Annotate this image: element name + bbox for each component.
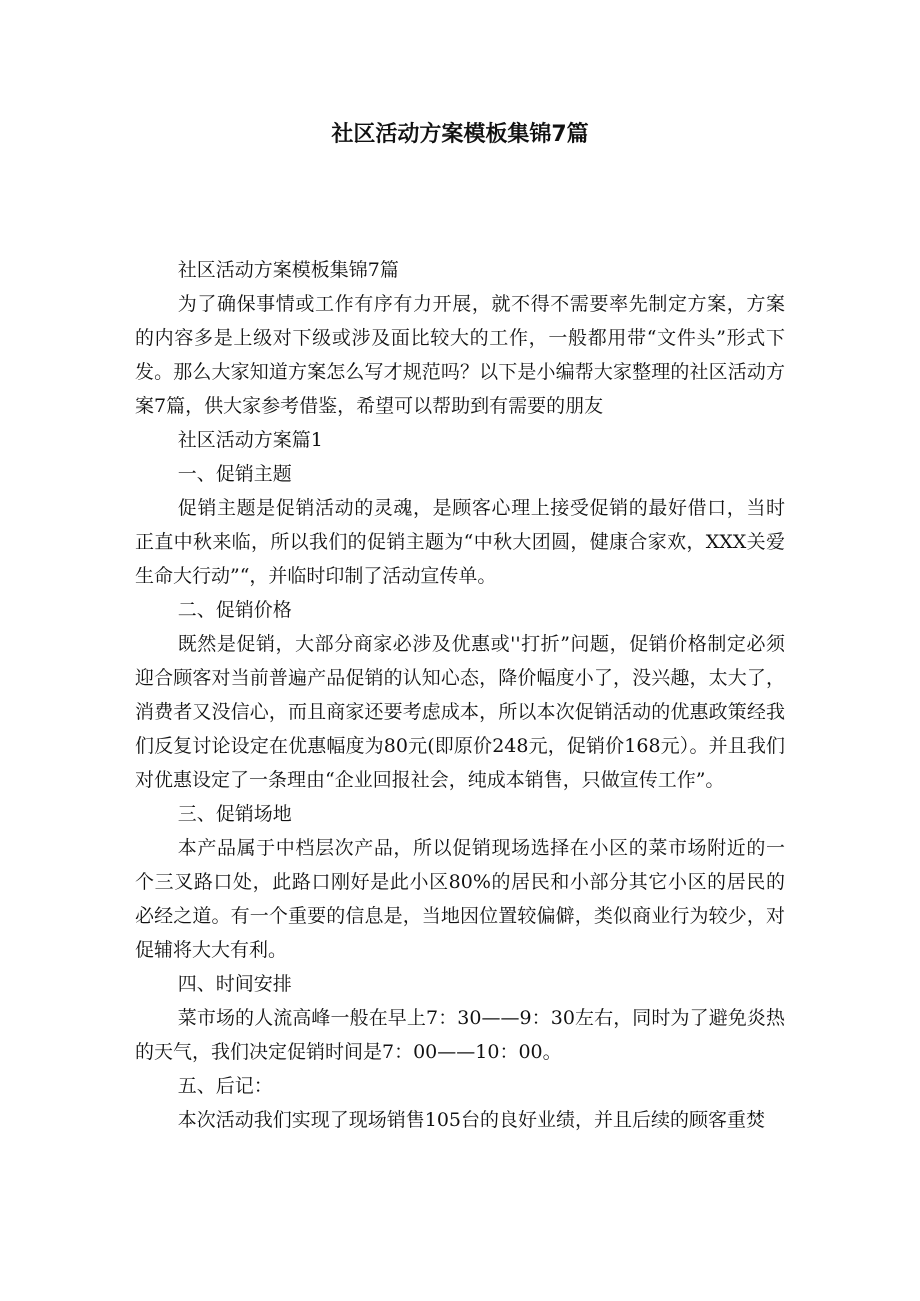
- heading-promotion-theme: 一、促销主题: [177, 463, 292, 485]
- paragraph-promotion-price: 既然是促销，大部分商家必涉及优惠或''打折”问题，促销价格制定必须迎合顾客对当前普遍产品促销的认知心态，降价幅度小了，没兴趣，太大了，消费者又没信心，而且商家还要考虑成本，所以本次促销活动的优惠政策经我们反复讨论设定在优惠幅度为80元(即原价248元，促销价168元）。并且我们对优惠设定了一条理由“企业回报社会，纯成本销售，只做宣传工作”。: [135, 633, 785, 791]
- heading-promotion-venue: 三、促销场地: [177, 803, 292, 825]
- document-body: [135, 253, 785, 1137]
- section-heading-plan-1: 社区活动方案篇1: [177, 429, 323, 451]
- paragraph-promotion-venue: 本产品属于中档层次产品，所以促销现场选择在小区的菜市场附近的一个三叉路口处，此路口刚好是此小区80%的居民和小部分其它小区的居民的必经之道。有一个重要的信息是，当地因位置较偏僻，类似商业行为较少，对促辅将大大有利。: [135, 837, 785, 961]
- paragraph-time-schedule: 菜市场的人流高峰一般在早上7：30——9：30左右，同时为了避免炎热的天气，我们决定促销时间是7：00——10：00。: [135, 1007, 785, 1063]
- heading-promotion-price: 二、促销价格: [177, 599, 292, 621]
- paragraph-intro-title: 社区活动方案模板集锦7篇: [177, 259, 399, 281]
- paragraph-postscript: 本次活动我们实现了现场销售105台的良好业绩，并且后续的顾客重焚: [177, 1109, 766, 1131]
- heading-time-schedule: 四、时间安排: [177, 973, 292, 995]
- paragraph-intro: 为了确保事情或工作有序有力开展，就不得不需要率先制定方案，方案的内容多是上级对下级或涉及面比较大的工作，一般都用带“文件头”形式下发。那么大家知道方案怎么写才规范吗？以下是小编帮大家整理的社区活动方案7篇，供大家参考借鉴，希望可以帮助到有需要的朋友: [135, 293, 785, 417]
- heading-postscript: 五、后记：: [177, 1075, 273, 1097]
- document-title: 社区活动方案模板集锦7篇: [331, 122, 589, 147]
- paragraph-promotion-theme: 促销主题是促销活动的灵魂，是顾客心理上接受促销的最好借口，当时正直中秋来临，所以我们的促销主题为“中秋大团圆，健康合家欢，XXX关爱生命大行动”“，并临时印制了活动宣传单。: [135, 497, 785, 587]
